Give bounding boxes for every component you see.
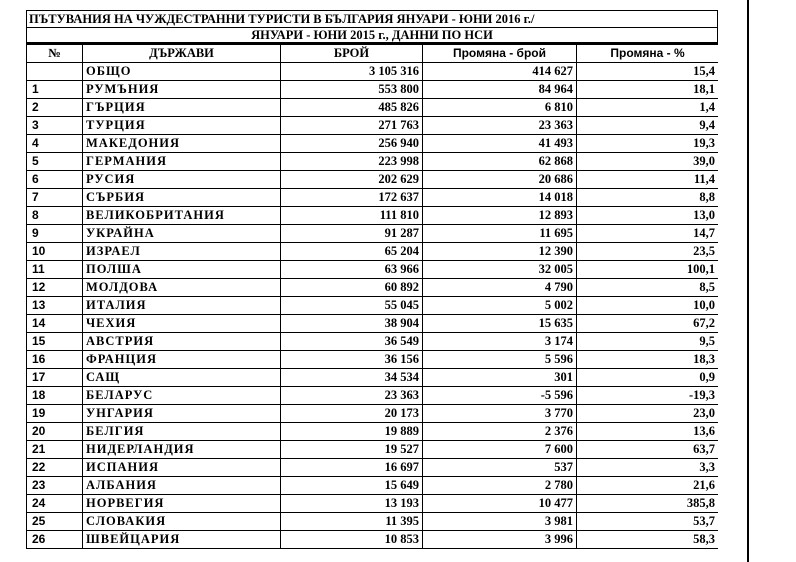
cell-country[interactable]: МАКЕДОНИЯ	[83, 135, 281, 153]
table-row	[27, 405, 719, 423]
table-row	[27, 207, 719, 225]
cell-change-pct[interactable]: 53,7	[577, 513, 719, 531]
cell-no[interactable]: 12	[27, 279, 83, 297]
cell-change-count[interactable]: 5 596	[423, 351, 577, 369]
cell-change-count[interactable]: 414 627	[423, 63, 577, 81]
cell-country[interactable]: ФРАНЦИЯ	[83, 351, 281, 369]
cell-no[interactable]: 2	[27, 99, 83, 117]
cell-change-pct[interactable]: 9,4	[577, 117, 719, 135]
cell-country[interactable]: ИСПАНИЯ	[83, 459, 281, 477]
cell-count[interactable]: 13 193	[281, 495, 423, 513]
cell-change-count[interactable]: 2 780	[423, 477, 577, 495]
cell-no[interactable]: 3	[27, 117, 83, 135]
cell-change-pct[interactable]: 15,4	[577, 63, 719, 81]
cell-country[interactable]: ОБЩО	[83, 63, 281, 81]
cell-count[interactable]: 10 853	[281, 531, 423, 549]
cell-count[interactable]: 60 892	[281, 279, 423, 297]
cell-country[interactable]: ГЪРЦИЯ	[83, 99, 281, 117]
table-row	[27, 459, 719, 477]
cell-change-pct[interactable]: 13,6	[577, 423, 719, 441]
table-row	[27, 171, 719, 189]
cell-change-pct[interactable]: 21,6	[577, 477, 719, 495]
cell-country[interactable]: ШВЕЙЦАРИЯ	[83, 531, 281, 549]
cell-change-count[interactable]: 15 635	[423, 315, 577, 333]
cell-change-pct[interactable]: 18,3	[577, 351, 719, 369]
cell-change-pct[interactable]: 8,8	[577, 189, 719, 207]
cell-count[interactable]: 256 940	[281, 135, 423, 153]
cell-no[interactable]: 18	[27, 387, 83, 405]
cell-no[interactable]: 17	[27, 369, 83, 387]
table-row	[27, 117, 719, 135]
cell-no[interactable]: 4	[27, 135, 83, 153]
cell-country[interactable]: ЧЕХИЯ	[83, 315, 281, 333]
table-row	[27, 243, 719, 261]
cell-country[interactable]: ПОЛША	[83, 261, 281, 279]
window-edge-line	[747, 0, 749, 562]
cell-country[interactable]: АЛБАНИЯ	[83, 477, 281, 495]
cell-no[interactable]: 25	[27, 513, 83, 531]
spreadsheet	[26, 10, 718, 556]
table-row	[27, 153, 719, 171]
cell-no[interactable]: 14	[27, 315, 83, 333]
cell-country[interactable]: РУМЪНИЯ	[83, 81, 281, 99]
cell-country[interactable]: УКРАЙНА	[83, 225, 281, 243]
table-row	[27, 531, 719, 549]
cell-change-count[interactable]: 62 868	[423, 153, 577, 171]
cell-count[interactable]: 38 904	[281, 315, 423, 333]
cell-count[interactable]: 34 534	[281, 369, 423, 387]
header-row	[27, 45, 719, 63]
cell-count[interactable]: 36 156	[281, 351, 423, 369]
cell-change-count[interactable]: 6 810	[423, 99, 577, 117]
cell-change-pct[interactable]: 11,4	[577, 171, 719, 189]
cell-count[interactable]: 63 966	[281, 261, 423, 279]
cell-no[interactable]: 21	[27, 441, 83, 459]
table-row	[27, 315, 719, 333]
cell-no[interactable]: 1	[27, 81, 83, 99]
header-country[interactable]: ДЪРЖАВИ	[83, 45, 281, 63]
cell-no[interactable]: 13	[27, 297, 83, 315]
cell-count[interactable]: 20 173	[281, 405, 423, 423]
cell-country[interactable]: ИТАЛИЯ	[83, 297, 281, 315]
cell-change-count[interactable]: 301	[423, 369, 577, 387]
cell-no[interactable]	[27, 63, 83, 81]
cell-change-pct[interactable]: 10,0	[577, 297, 719, 315]
cell-change-count[interactable]: 4 790	[423, 279, 577, 297]
cell-count[interactable]: 111 810	[281, 207, 423, 225]
cell-country[interactable]: НОРВЕГИЯ	[83, 495, 281, 513]
table-row	[27, 333, 719, 351]
header-change-count[interactable]: Промяна - брой	[423, 45, 577, 63]
cell-change-count[interactable]: 84 964	[423, 81, 577, 99]
cell-country[interactable]: РУСИЯ	[83, 171, 281, 189]
cell-change-pct[interactable]: 58,3	[577, 531, 719, 549]
cell-change-count[interactable]: 3 174	[423, 333, 577, 351]
cell-no[interactable]: 9	[27, 225, 83, 243]
cell-count[interactable]: 65 204	[281, 243, 423, 261]
tourist-table	[26, 44, 718, 549]
cell-country[interactable]: САЩ	[83, 369, 281, 387]
cell-change-count[interactable]: 12 893	[423, 207, 577, 225]
cell-change-count[interactable]: 12 390	[423, 243, 577, 261]
table-row	[27, 513, 719, 531]
cell-count[interactable]: 19 527	[281, 441, 423, 459]
cell-no[interactable]: 26	[27, 531, 83, 549]
sheet-title: ПЪТУВАНИЯ НА ЧУЖДЕСТРАННИ ТУРИСТИ В БЪЛГАРИЯ ЯНУАРИ - ЮНИ 2016 г./	[26, 10, 718, 27]
table-row	[27, 387, 719, 405]
cell-change-pct[interactable]: 67,2	[577, 315, 719, 333]
cell-count[interactable]: 553 800	[281, 81, 423, 99]
cell-no[interactable]: 15	[27, 333, 83, 351]
cell-count[interactable]: 3 105 316	[281, 63, 423, 81]
table-row	[27, 495, 719, 513]
cell-no[interactable]: 6	[27, 171, 83, 189]
cell-count[interactable]: 23 363	[281, 387, 423, 405]
cell-change-count[interactable]: 14 018	[423, 189, 577, 207]
cell-no[interactable]: 11	[27, 261, 83, 279]
table-row	[27, 351, 719, 369]
cell-no[interactable]: 8	[27, 207, 83, 225]
header-count[interactable]: БРОЙ	[281, 45, 423, 63]
cell-count[interactable]: 11 395	[281, 513, 423, 531]
cell-change-pct[interactable]: 63,7	[577, 441, 719, 459]
table-body	[27, 63, 719, 549]
table-row	[27, 261, 719, 279]
cell-change-pct[interactable]: 9,5	[577, 333, 719, 351]
cell-change-count[interactable]: 537	[423, 459, 577, 477]
cell-country[interactable]: МОЛДОВА	[83, 279, 281, 297]
table-row	[27, 369, 719, 387]
cell-country[interactable]: СЪРБИЯ	[83, 189, 281, 207]
cell-country[interactable]: НИДЕРЛАНДИЯ	[83, 441, 281, 459]
table-row	[27, 423, 719, 441]
table-row	[27, 297, 719, 315]
cell-change-count[interactable]: 41 493	[423, 135, 577, 153]
table-row	[27, 189, 719, 207]
cell-country[interactable]: ИЗРАЕЛ	[83, 243, 281, 261]
cell-count[interactable]: 55 045	[281, 297, 423, 315]
cell-country[interactable]: СЛОВАКИЯ	[83, 513, 281, 531]
cell-change-pct[interactable]: 18,1	[577, 81, 719, 99]
cell-count[interactable]: 19 889	[281, 423, 423, 441]
cell-change-count[interactable]: 3 770	[423, 405, 577, 423]
header-change-pct[interactable]: Промяна - %	[577, 45, 719, 63]
cell-no[interactable]: 16	[27, 351, 83, 369]
sheet-subtitle: ЯНУАРИ - ЮНИ 2015 г., ДАННИ ПО НСИ	[26, 27, 718, 44]
cell-count[interactable]: 91 287	[281, 225, 423, 243]
table-row	[27, 477, 719, 495]
cell-change-count[interactable]: 5 002	[423, 297, 577, 315]
cell-no[interactable]: 5	[27, 153, 83, 171]
cell-no[interactable]: 10	[27, 243, 83, 261]
table-row	[27, 441, 719, 459]
table-viewport	[26, 44, 718, 556]
cell-change-count[interactable]: 2 376	[423, 423, 577, 441]
cell-change-count[interactable]: 32 005	[423, 261, 577, 279]
cell-change-count[interactable]: 3 996	[423, 531, 577, 549]
cell-country[interactable]: ГЕРМАНИЯ	[83, 153, 281, 171]
table-row	[27, 225, 719, 243]
cell-no[interactable]: 22	[27, 459, 83, 477]
cell-country[interactable]: АВСТРИЯ	[83, 333, 281, 351]
cell-change-pct[interactable]: 100,1	[577, 261, 719, 279]
cell-country[interactable]: УНГАРИЯ	[83, 405, 281, 423]
cell-change-pct[interactable]: 23,5	[577, 243, 719, 261]
cell-no[interactable]: 23	[27, 477, 83, 495]
cell-count[interactable]: 223 998	[281, 153, 423, 171]
cell-count[interactable]: 271 763	[281, 117, 423, 135]
table-row	[27, 279, 719, 297]
cell-no[interactable]: 24	[27, 495, 83, 513]
cell-change-count[interactable]: 7 600	[423, 441, 577, 459]
cell-no[interactable]: 7	[27, 189, 83, 207]
cell-count[interactable]: 16 697	[281, 459, 423, 477]
cell-no[interactable]: 19	[27, 405, 83, 423]
cell-change-count[interactable]: 11 695	[423, 225, 577, 243]
cell-change-count[interactable]: -5 596	[423, 387, 577, 405]
cell-change-pct[interactable]: 39,0	[577, 153, 719, 171]
cell-change-pct[interactable]: 8,5	[577, 279, 719, 297]
cell-no[interactable]: 20	[27, 423, 83, 441]
cell-count[interactable]: 172 637	[281, 189, 423, 207]
cell-change-pct[interactable]: 19,3	[577, 135, 719, 153]
cell-change-pct[interactable]: 23,0	[577, 405, 719, 423]
cell-count[interactable]: 485 826	[281, 99, 423, 117]
cell-country[interactable]: ТУРЦИЯ	[83, 117, 281, 135]
cell-count[interactable]: 15 649	[281, 477, 423, 495]
cell-change-count[interactable]: 3 981	[423, 513, 577, 531]
cell-change-count[interactable]: 23 363	[423, 117, 577, 135]
cell-change-pct[interactable]: 3,3	[577, 459, 719, 477]
cell-count[interactable]: 202 629	[281, 171, 423, 189]
cell-change-count[interactable]: 20 686	[423, 171, 577, 189]
cell-change-pct[interactable]: 14,7	[577, 225, 719, 243]
cell-change-pct[interactable]: 13,0	[577, 207, 719, 225]
cell-count[interactable]: 36 549	[281, 333, 423, 351]
cell-country[interactable]: БЕЛГИЯ	[83, 423, 281, 441]
header-no[interactable]: №	[27, 45, 83, 63]
cell-change-pct[interactable]: 385,8	[577, 495, 719, 513]
cell-country[interactable]: БЕЛАРУС	[83, 387, 281, 405]
cell-country[interactable]: ВЕЛИКОБРИТАНИЯ	[83, 207, 281, 225]
cell-change-pct[interactable]: 0,9	[577, 369, 719, 387]
cell-change-count[interactable]: 10 477	[423, 495, 577, 513]
table-row	[27, 135, 719, 153]
table-row	[27, 63, 719, 81]
cell-change-pct[interactable]: 1,4	[577, 99, 719, 117]
cell-change-pct[interactable]: -19,3	[577, 387, 719, 405]
table-row	[27, 81, 719, 99]
table-row	[27, 99, 719, 117]
